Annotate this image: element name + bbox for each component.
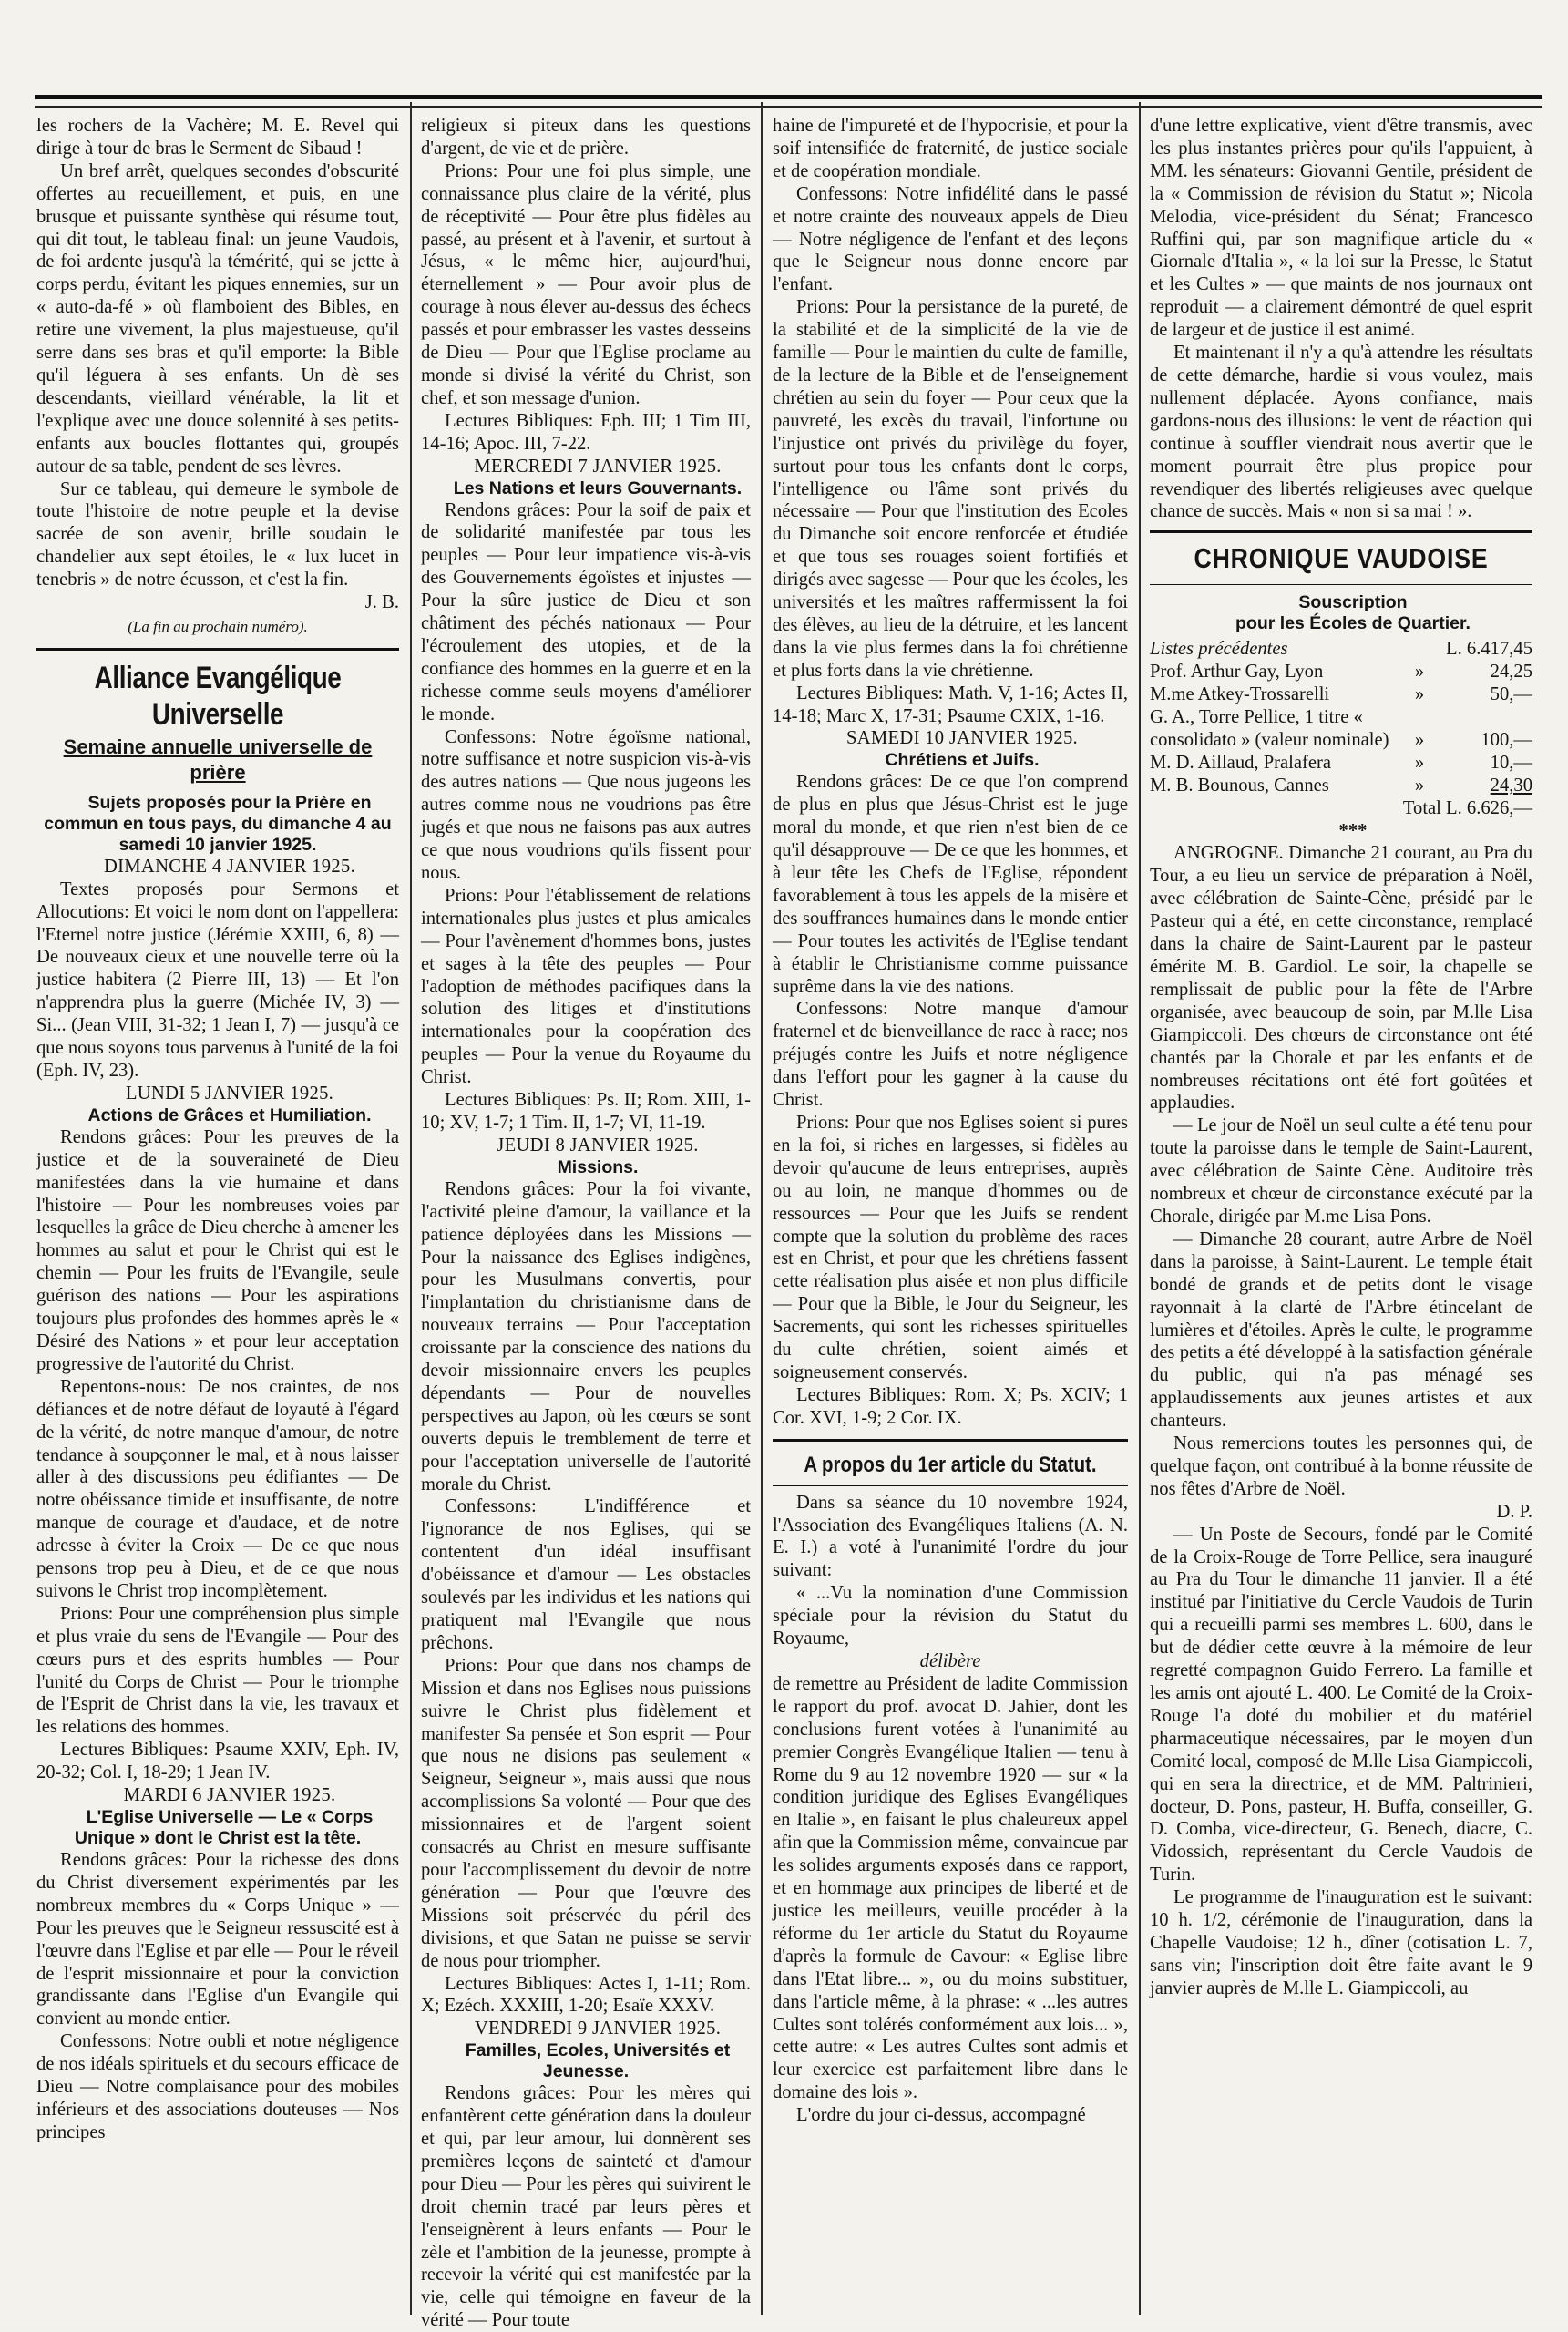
ledger-ditto: »	[1414, 662, 1425, 683]
ledger-total: Total L. 6.626,—	[1402, 797, 1532, 818]
paragraph: — Un Poste de Secours, fondé par le Comité de la Croix-Rouge de Torre Pellice, sera inauguré au Pra du Tour le dimanche 11 janvier. Il a été institué par l'initiative du Cercle Vaudois de Turin qui a recueilli parmi ses membres L. 600, dans le but de dédier cette œuvre à la mémoire de leur regretté compagnon Guido Ferrero. La famille et les amis ont ajouté L. 400. Le Comité de la Croix-Rouge l'a doté du mobilier et du matériel pharmaceutique nécessaires, par le moyen d'un Comité local, composé de M.lle Lisa Giampiccoli, qui en sera la directrice, et de MM. Paltrinieri, docteur, D. Pons, pasteur, H. Buffa, conseiller, G. D. Comba, vice-directeur, G. Benech, diacre, C. Vidossich, représentant du Cercle Vaudois de Turin.	[1150, 1524, 1532, 1885]
chronicle-header-box	[1150, 530, 1532, 585]
ledger-label: M. B. Bounous, Cannes	[1150, 775, 1329, 796]
paragraph: Confessons: L'indifférence et l'ignorance de nos Eglises, qui se contentent d'un idéal insuffisant d'obéissance et d'amour — Les obstacles soulevés par les individus et les nations qui pratiquent mal l'Evangile que nous prêchons.	[421, 1496, 751, 1653]
paragraph: Rendons grâces: Pour la richesse des dons du Christ diversement expérimentés par les nombreux membres du « Corps Unique » — Pour les preuves que le Seigneur ressuscité est à l'œuvre dans l'Eglise et par elle — Pour le réveil de l'esprit missionnaire et pour la conviction grandissante dans l'Eglise d'un Evangile qui convient au monde entier.	[36, 1850, 400, 2029]
paragraph: Prions: Pour une compréhension plus simple et plus vraie du sens de l'Evangile — Pour des cœurs purs et des esprits humbles — Pour l'unité du Corps de Christ — Pour le triomphe de l'Esprit de Christ dans la vie, les travaux et les relations des hommes.	[36, 1603, 399, 1738]
section-rule	[773, 1439, 1128, 1442]
day-theme: Les Nations et leurs Gouvernants.	[453, 478, 743, 498]
ledger-value: 24,30	[1490, 775, 1532, 796]
ledger-row	[1150, 661, 1532, 683]
ledger-label: G. A., Torre Pellice, 1 titre « consolidato » (valeur nominale)	[1150, 707, 1389, 750]
paragraph: « ...Vu la nomination d'une Commission spéciale pour la révision du Statut du Royaume,	[773, 1583, 1128, 1649]
ledger-label: Prof. Arthur Gay, Lyon	[1150, 662, 1324, 683]
paragraph: Dans sa séance du 10 novembre 1924, l'Association des Evangéliques Italiens (A. N. E. I.) a voté à l'unanimité l'ordre du jour suivant:	[773, 1492, 1128, 1581]
section-banner: Alliance Evangélique Universelle	[94, 660, 342, 732]
ledger-label: M. D. Aillaud, Pralafera	[1150, 752, 1332, 773]
ledger-row	[1150, 638, 1532, 661]
paragraph: Prions: Pour que dans nos champs de Mission et dans nos Eglises nous puissions suivre le Christ plus fidèlement et manifester Sa pensée et Son esprit — Pour que nous ne disions pas seulement « Seigneur, Seigneur », mais aussi que nous accomplissions Sa volonté — Pour que des missionnaires et de l'argent soient consacrés au Christ en mesure suffisante pour l'accomplissement du devoir de notre génération — Pour que l'œuvre des Missions soit préservée du péril des divisions, et que Satan ne puisse se servir de nous pour triompher.	[421, 1655, 751, 1971]
section-banner: CHRONIQUE VAUDOISE	[1194, 542, 1489, 575]
subscription-ledger	[1150, 638, 1532, 796]
ledger-value: 100,—	[1481, 729, 1532, 750]
ledger-value: 50,—	[1490, 684, 1532, 705]
paragraph: religieux si piteux dans les questions d'argent, de vie et de prière.	[421, 116, 751, 159]
paragraph: Repentons-nous: De nos craintes, de nos défiances et de notre défaut de loyauté à l'égard de la vérité, de notre manque d'amour, de notre tendance à soupçonner le mal, et à nous laisser aller à des discussions peu édifiantes — De notre obéissance timide et insuffisante, de notre manque de courage et d'audace, et de notre adresse à éviter la Croix — De ce que nous pensons trop peu à Dieu, et de ce que nous suivons le Christ trop incomplètement.	[36, 1376, 399, 1601]
ledger-row	[1150, 683, 1532, 706]
subscription-heading: Souscription	[1298, 592, 1408, 613]
ledger-label: Listes précédentes	[1150, 639, 1288, 660]
section-subtitle: Semaine annuelle universelle de prière	[63, 735, 373, 784]
paragraph: Prions: Pour une foi plus simple, une connaissance plus claire de la vérité, plus de réceptivité — Pour être plus fidèles au passé, au présent et à l'avenir, et surtout à Jésus, « le même hier, aujourd'hui, éternellement » — Pour avoir plus de courage à nous élever au-dessus des échecs passés et pour embrasser les vastes desseins de Dieu — Pour que l'Eglise proclame au monde si divisé la vérité du Christ, son chef, et son message d'union.	[421, 160, 751, 408]
title-underline	[773, 1485, 1128, 1486]
column-1	[36, 115, 399, 2315]
column-divider	[410, 102, 412, 2315]
day-theme: Actions de Grâces et Humiliation.	[87, 1104, 372, 1125]
column-divider	[1139, 102, 1141, 2315]
ledger-ditto: »	[1414, 729, 1425, 750]
subjects-heading: Sujets proposés pour la Prière en commun en tous pays, du dimanche 4 au samedi 10 janvier 1925.	[44, 792, 392, 855]
day-heading: JEUDI 8 JANVIER 1925.	[497, 1135, 699, 1156]
continuation-note: (La fin au prochain numéro).	[128, 617, 308, 635]
paragraph: Rendons grâces: De ce que l'on comprend de plus en plus que Jésus-Christ est le juge moral du monde, et que rien n'est bien de ce qu'il désapprouve — De ce que les hommes, et à leur tête les Chefs de l'Eglise, répondent favorablement à tous les appels de la misère et des souffrances humaines dans le monde entier — Pour toutes les activités de l'Eglise tendant à établir le Christianisme comme puissance suprême dans la vie des nations.	[773, 772, 1128, 997]
paragraph: de remettre au Président de ladite Commission le rapport du prof. avocat D. Jahier, dont les conclusions furent votées à l'unanimité au premier Congrès Evangélique Italien — tenu à Rome du 9 au 12 novembre 1920 — sur « la condition juridique des Eglises Evangéliques en Italie », en faisant le plus chaleureux appel afin que la Commission même, convaincue par les solides arguments exposés dans ce rapport, et en hommage aux principes de liberté et de justice les meilleurs, veuille procéder à la réforme du 1er article du Statut du Royaume d'après la formule de Cavour: « Eglise libre dans l'Etat libre... », ou du moins substituer, dans l'article même, à la phrase: « ...les autres Cultes sont tolérés conformément aux lois... », cette autre: « Les autres Cultes sont admis et leur exercice est parfaitement libre dans le domaine des lois ».	[773, 1673, 1128, 2103]
column-4	[1150, 115, 1532, 2315]
ledger-value: 10,—	[1490, 752, 1532, 773]
top-rule-thin	[35, 106, 1542, 108]
paragraph: Rendons grâces: Pour les mères qui enfantèrent cette génération dans la douleur et qui, par leur amour, lui donnèrent ses premières leçons de sainteté et d'amour pour Dieu — Pour les pères qui suivirent le droit chemin tracé par leurs pères et l'enseignèrent à leurs enfants — Pour le zèle et l'ambition de la jeunesse, prompte à recevoir la vérité qui est manifestée par la vie, celle qui témoigne en faveur de la vérité — Pour toute	[421, 2083, 751, 2331]
paragraph: Confessons: Notre égoïsme national, notre suffisance et notre suspicion vis-à-vis des autres nations — Que nous jugeons les autres comme nous ne voudrions pas être jugés et que nous ne faisons pas aux autres ce que nous voudrions qu'ils fissent pour nous.	[421, 726, 751, 883]
paragraph: Le programme de l'inauguration est le suivant: 10 h. 1/2, cérémonie de l'inauguration, dans la Chapelle Vaudoise; 12 h., dîner (cotisation L. 7, sans vin; l'inscription doit être faite avant le 9 janvier auprès de M.lle L. Giampiccoli, au	[1150, 1887, 1532, 1998]
ledger-ditto: »	[1414, 752, 1425, 773]
paragraph: Confessons: Notre infidélité dans le passé et notre crainte des nouveaux appels de Dieu — Notre négligence de l'enfant et des leçons que le Seigneur nous donne encore par l'enfant.	[773, 183, 1128, 295]
deliberation-word: délibère	[919, 1651, 981, 1671]
paragraph: — Le jour de Noël un seul culte a été tenu pour toute la paroisse dans le temple de Saint-Laurent, avec célébration de Sainte Cène. Auditoire très nombreux et chœur de circonstance exécuté par la Chorale, dirigée par M.me Lisa Pons.	[1150, 1115, 1532, 1227]
article-title: A propos du 1er article du Statut.	[804, 1452, 1097, 1477]
ledger-ditto: »	[1414, 775, 1425, 796]
day-heading: SAMEDI 10 JANVIER 1925.	[845, 728, 1079, 749]
column-divider	[761, 102, 763, 2315]
paragraph: Rendons grâces: Pour la foi vivante, l'activité pleine d'amour, la vaillance et la patience déployées dans les Missions — Pour la naissance des Eglises indigènes, pour les Musulmans convertis, pour l'implantation du christianisme dans de nouveaux terrains — Pour l'acceptation croissante par la conscience des nations du devoir missionnaire envers les peuples dépendants — Pour de nouvelles perspectives au Japon, où les cœurs se sont ouverts depuis le tremblement de terre et pour l'acceptation universelle de l'autorité morale du Christ.	[421, 1178, 751, 1495]
ledger-ditto	[1403, 638, 1436, 661]
day-theme: Chrétiens et Juifs.	[885, 750, 1040, 771]
ledger-row	[1150, 775, 1532, 797]
section-rule	[36, 648, 399, 651]
bible-readings: Lectures Bibliques: Math. V, 1-16; Actes II, 14-18; Marc X, 17-31; Psaume CXIX, 1-16.	[773, 683, 1128, 726]
paragraph: ANGROGNE. Dimanche 21 courant, au Pra du Tour, a eu lieu un service de préparation à Noël, avec célébration de Sainte-Cène, présidé par le Pasteur qui a été, en cette circonstance, remplacé dans la chaire de Saint-Laurent par le pasteur émérite M. B. Gardiol. Le soir, la chapelle se remplissait de public pour la fête de l'Arbre organisée, avec beaucoup de soin, par M.lle Lisa Giampiccoli. Des chœurs de circonstance ont été chantés par la Chorale et par les enfants et de nombreuses récitations ont été fort goûtées et applaudies.	[1150, 843, 1532, 1114]
paragraph: Nous remercions toutes les personnes qui, de quelque façon, ont contribué à la bonne réussite de nos fêtes d'Arbre de Noël.	[1150, 1433, 1532, 1499]
day-heading: MERCREDI 7 JANVIER 1925.	[474, 456, 722, 477]
ledger-row	[1150, 706, 1532, 752]
subscription-subheading: pour les Écoles de Quartier.	[1235, 613, 1471, 634]
day-heading: VENDREDI 9 JANVIER 1925.	[474, 2019, 722, 2039]
paragraph: les rochers de la Vachère; M. E. Revel qui dirige à tour de bras le Serment de Sibaud !	[36, 116, 399, 159]
column-3	[773, 115, 1128, 2315]
signature: D. P.	[1496, 1501, 1532, 1522]
day-heading: MARDI 6 JANVIER 1925.	[123, 1785, 336, 1806]
ledger-label: M.me Atkey-Trossarelli	[1150, 684, 1330, 705]
paragraph: Sur ce tableau, qui demeure le symbole de toute l'histoire de notre peuple et la devise sacrée de son avenir, brille soudain le chandelier aux sept étoiles, le « lux lucet in tenebris » de notre écusson, et c'est la fin.	[36, 478, 399, 591]
day-heading: DIMANCHE 4 JANVIER 1925.	[103, 856, 356, 877]
signature: J. B.	[364, 592, 399, 613]
bible-readings: Lectures Bibliques: Psaume XXIV, Eph. IV, 20-32; Col. I, 18-29; 1 Jean IV.	[36, 1740, 399, 1783]
paragraph: haine de l'impureté et de l'hypocrisie, et pour la soif intensifiée de fraternité, de justice sociale et de coopération mondiale.	[773, 116, 1128, 181]
paragraph: Un bref arrêt, quelques secondes d'obscurité offertes au recueillement, et puis, en une brusque et puissante synthèse qui résume tout, qui dit tout, le tableau final: un jeune Vaudois, de foi ardente jusqu'à la témérité, qui se jette à corps perdu, évitant les piques ennemies, sur un « auto-da-fé » où flamboient des Bibles, en retire une vivement, la plus majestueuse, qu'il serre dans ses bras et qu'il emporte: la Bible qu'il léguera à ses enfants. Un dè ses descendants, vieillard vénérable, la lit et l'explique avec une douce solennité à ses petits-enfants aux boucles flottantes qui, groupés autour de sa table, pendent de ses lèvres.	[36, 160, 399, 477]
paragraph: — Dimanche 28 courant, autre Arbre de Noël dans la paroisse, à Saint-Laurent. Le temple était bondé de grands et de petits dont le visage rayonnait à la clarté de l'Arbre étincelant de lumières et d'étoiles. Après le culte, le programme des petits a été développé à la satisfaction générale du public, qui n'a pas ménagé ses applaudissements aux jeunes artistes et aux chanteurs.	[1150, 1228, 1532, 1432]
paragraph: Prions: Pour la persistance de la pureté, de la stabilité et de la simplicité de la vie de famille — Pour le maintien du culte de famille, de la lecture de la Bible et de l'enseignement chrétien au sein du foyer — Pour ceux que la pauvreté, les excès du travail, l'infortune ou l'injustice ont privés du privilège du foyer, surtout pour tous les enfants dont le corps, l'intelligence ou l'âme sont privés du nécessaire — Pour que l'institution des Ecoles du Dimanche soit encore renforcée et étudiée et que tous ses rouages soient fortifiés et dirigés avec sagesse — Pour que les écoles, les universités et les maîtres raffermissent la foi des élèves, au lieu de la détruire, et les lancent dans la vie plus fermes dans la foi chrétienne et plus forts dans la vie chrétienne.	[773, 297, 1128, 681]
top-rule	[35, 95, 1542, 99]
paragraph: L'ordre du jour ci-dessus, accompagné	[796, 2105, 1086, 2126]
bible-readings: Lectures Bibliques: Eph. III; 1 Tim III, 14-16; Apoc. III, 7-22.	[421, 410, 751, 454]
bible-readings: Lectures Bibliques: Rom. X; Ps. XCIV; 1 Cor. XVI, 1-9; 2 Cor. IX.	[773, 1384, 1128, 1428]
paragraph: Textes proposés pour Sermons et Allocutions: Et voici le nom dont on l'appellera: l'Eternel notre justice (Jérémie XXIII, 6, 8) — De nouveaux cieux et une nouvelle terre où la justice habitera (2 Pierre III, 13) — Et l'on n'apprendra plus la guerre (Michée IV, 3) — Si... (Jean VIII, 31-32; 1 Jean I, 7) — jusqu'à ce que nous soyons tous parvenus à l'unité de la foi (Eph. IV, 23).	[36, 878, 399, 1081]
paragraph: Confessons: Notre manque d'amour fraternel et de bienveillance de race à race; nos préjugés contre les Juifs et notre négligence dans l'effort pour les gagner à la cause du Christ.	[773, 999, 1128, 1111]
paragraph: Prions: Pour que nos Eglises soient si pures en la foi, si riches en largesses, si fidèles au devoir qu'aucune de leurs entreprises, auprès ou au loin, ne manque d'hommes ou de ressources — Pour que les Juifs se rendent compte que la solution du problème des races est en Christ, et pour que les chrétiens fassent cette réalisation plus aisée et non plus difficile — Pour que la Bible, le Jour du Seigneur, les Sacrements, qui sont les richesses spirituelles du culte chrétien, soient aimés et soigneusement conservés.	[773, 1112, 1128, 1382]
paragraph: Rendons grâces: Pour les preuves de la justice et de la souveraineté de Dieu manifestées dans la vie humaine et dans l'histoire — Pour les nombreuses voies par lesquelles la grâce de Dieu cherche à amener les hommes au salut et pour le Christ qui est le chemin — Pour les fruits de l'Evangile, seule guérison des nations — Pour les aspirations toujours plus profondes des hommes après le « Désiré des Nations » et pour leur acceptation progressive de l'autorité du Christ.	[36, 1126, 399, 1374]
column-2	[421, 115, 751, 2331]
bible-readings: Lectures Bibliques: Actes I, 1-11; Rom. X; Ezéch. XXXIII, 1-20; Esaïe XXXV.	[421, 1973, 751, 2017]
day-theme: Familles, Ecoles, Universités et Jeunesse.	[465, 2040, 731, 2082]
ledger-ditto: »	[1414, 684, 1425, 705]
section-separator: ***	[1338, 820, 1368, 841]
bible-readings: Lectures Bibliques: Ps. II; Rom. XIII, 1-10; XV, 1-7; 1 Tim. II, 1-7; VI, 11-19.	[421, 1090, 751, 1133]
paragraph: d'une lettre explicative, vient d'être transmis, avec les plus instantes prières pour qu'ils l'appuient, à MM. les sénateurs: Giovanni Gentile, président de la « Commission de révision du Statut »; Nicola Melodia, vice-président du Sénat; Francesco Ruffini qui, par son magnifique article du « Giornale d'Italia », « la loi sur la Presse, le Statut et les Cultes » — que maints de nos journaux ont reproduit — a clairement démontré de quel esprit de largeur et de justice il est animé.	[1150, 116, 1532, 341]
paragraph: Et maintenant il n'y a qu'à attendre les résultats de cette démarche, hardie si vous voulez, mais nullement déplacée. Ayons confiance, mais gardons-nous des illusions: le vent de réaction qui continue à souffler viendrait nous avertir que le moment pourrait être plus propice pour revendiquer des libertés religieuses avec quelque chance de succès. Mais « non si sa mai ! ».	[1150, 343, 1532, 522]
paragraph: Confessons: Notre oubli et notre négligence de nos idéals spirituels et du secours efficace de Dieu — Notre complaisance pour des mobiles inférieurs et des associations douteuses — Nos principes	[36, 2031, 399, 2142]
paragraph: Rendons grâces: Pour la soif de paix et de solidarité manifestée par tous les peuples — Pour leur impatience vis-à-vis des Gouvernements égoïstes et injustes — Pour la sûre justice de Dieu et son châtiment des péchés nationaux — Pour l'écroulement des utopies, et de la confiance des hommes en la guerre et en la richesse comme seuls moyens d'améliorer le monde.	[421, 499, 751, 724]
day-theme: Missions.	[557, 1156, 639, 1177]
ledger-row	[1150, 752, 1532, 775]
paragraph: Prions: Pour l'établissement de relations internationales plus justes et plus amicales — Pour l'avènement d'hommes bons, justes et sages à la tête des peuples — Pour l'adoption de méthodes pacifiques dans la solution des litiges et d'institutions internationales pour la coopération des peuples — Pour la venue du Royaume du Christ.	[421, 885, 751, 1088]
day-heading: LUNDI 5 JANVIER 1925.	[125, 1083, 334, 1104]
day-theme: L'Eglise Universelle — Le « Corps Unique » dont le Christ est la tête.	[74, 1807, 374, 1848]
ledger-value: 24,25	[1490, 662, 1532, 683]
ledger-value: L. 6.417,45	[1446, 639, 1532, 660]
